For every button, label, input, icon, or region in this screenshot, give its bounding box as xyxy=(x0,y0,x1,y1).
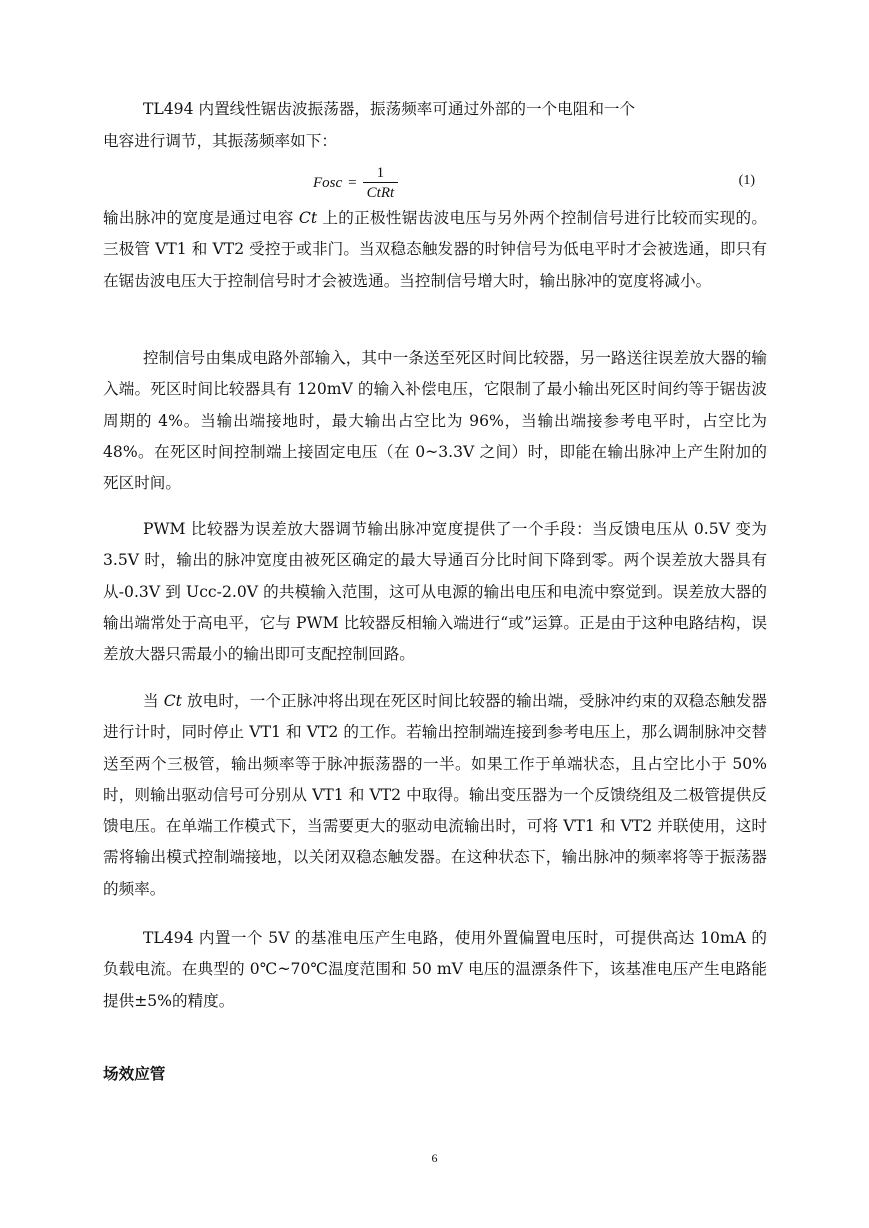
paragraph-ct-discharge xyxy=(103,686,767,905)
paragraph-pwm-comparator: PWM 比较器为误差放大器调节输出脉冲宽度提供了一个手段：当反馈电压从 0.5V 变为 3.5V 时，输出的脉冲宽度由被死区确定的最大导通百分比时间下降到零。两个误差放大器具有从-0.3V 到 Ucc-2.0V 的共模输入范围，这可从电源的输出电压和电流中察觉到。误差放大器的输出端常处于高电平，它与 PWM 比较器反相输入端进行“或”运算。正是由于这种电路结构，误差放大器只需最小的输出即可支配控制回路。 xyxy=(103,520,767,664)
p4-variable-ct: Ct xyxy=(163,692,182,710)
p1-variable-ct: Ct xyxy=(298,209,318,227)
formula-denominator: CtRt xyxy=(366,184,395,201)
formula-equals: = xyxy=(348,174,357,191)
paragraph-reference-voltage: TL494 内置一个 5V 的基准电压产生电路，使用外置偏置电压时，可提供高达 10mA 的负载电流。在典型的 0℃~70℃温度范围和 50 mV 电压的温漂条件下，该基准电压产生电路能提供±5%的精度。 xyxy=(103,929,767,1010)
formula-numerator: 1 xyxy=(376,164,385,181)
intro-line-1: TL494 内置线性锯齿波振荡器，振荡频率可通过外部的一个电阻和一个 xyxy=(143,100,636,118)
paragraph-pulse-width xyxy=(103,203,767,297)
p1-text-post: 上的正极性锯齿波电压与另外两个控制信号进行比较而实现的。三极管 VT1 和 VT2 受控于或非门。当双稳态触发器的时钟信号为低电平时才会被选通，即只有在锯齿波电压大于控制信号时才会被选通。当控制信号增大时，输出脉冲的宽度将减小。 xyxy=(103,209,767,290)
formula-lhs: Fosc xyxy=(313,174,343,191)
equation-number: (1) xyxy=(738,173,755,188)
intro-line-2: 电容进行调节，其振荡频率如下： xyxy=(103,132,337,150)
formula-row xyxy=(103,160,767,206)
oscillation-frequency-formula xyxy=(313,160,398,206)
p1-text-pre: 输出脉冲的宽度是通过电容 xyxy=(103,209,299,227)
paragraph-control-signal: 控制信号由集成电路外部输入，其中一条送至死区时间比较器，另一路送往误差放大器的输入端。死区时间比较器具有 120mV 的输入补偿电压，它限制了最小输出死区时间约等于锯齿波周期的 4%。当输出端接地时，最大输出占空比为 96%，当输出端接参考电平时，占空比为 48%。在死区时间控制端上接固定电压（在 0~3.3V 之间）时，即能在输出脉冲上产生附加的死区时间。 xyxy=(103,349,767,493)
page-number: 6 xyxy=(431,1151,438,1165)
formula-fraction xyxy=(363,164,399,203)
section-heading: 场效应管 xyxy=(103,1065,166,1083)
p4-text-pre: 当 xyxy=(143,692,164,710)
p4-text-post: 放电时，一个正脉冲将出现在死区时间比较器的输出端，受脉冲约束的双稳态触发器进行计时，同时停止 VT1 和 VT2 的工作。若输出控制端连接到参考电压上，那么调制脉冲交替送至两个三极管，输出频率等于脉冲振荡器的一半。如果工作于单端状态，且占空比小于 50%时，则输出驱动信号可分别从 VT1 和 VT2 中取得。输出变压器为一个反馈绕组及二极管提供反馈电压。在单端工作模式下，当需要更大的驱动电流输出时，可将 VT1 和 VT2 并联使用，这时需将输出模式控制端接地，以关闭双稳态触发器。在这种状态下，输出脉冲的频率将等于振荡器的频率。 xyxy=(103,692,767,898)
